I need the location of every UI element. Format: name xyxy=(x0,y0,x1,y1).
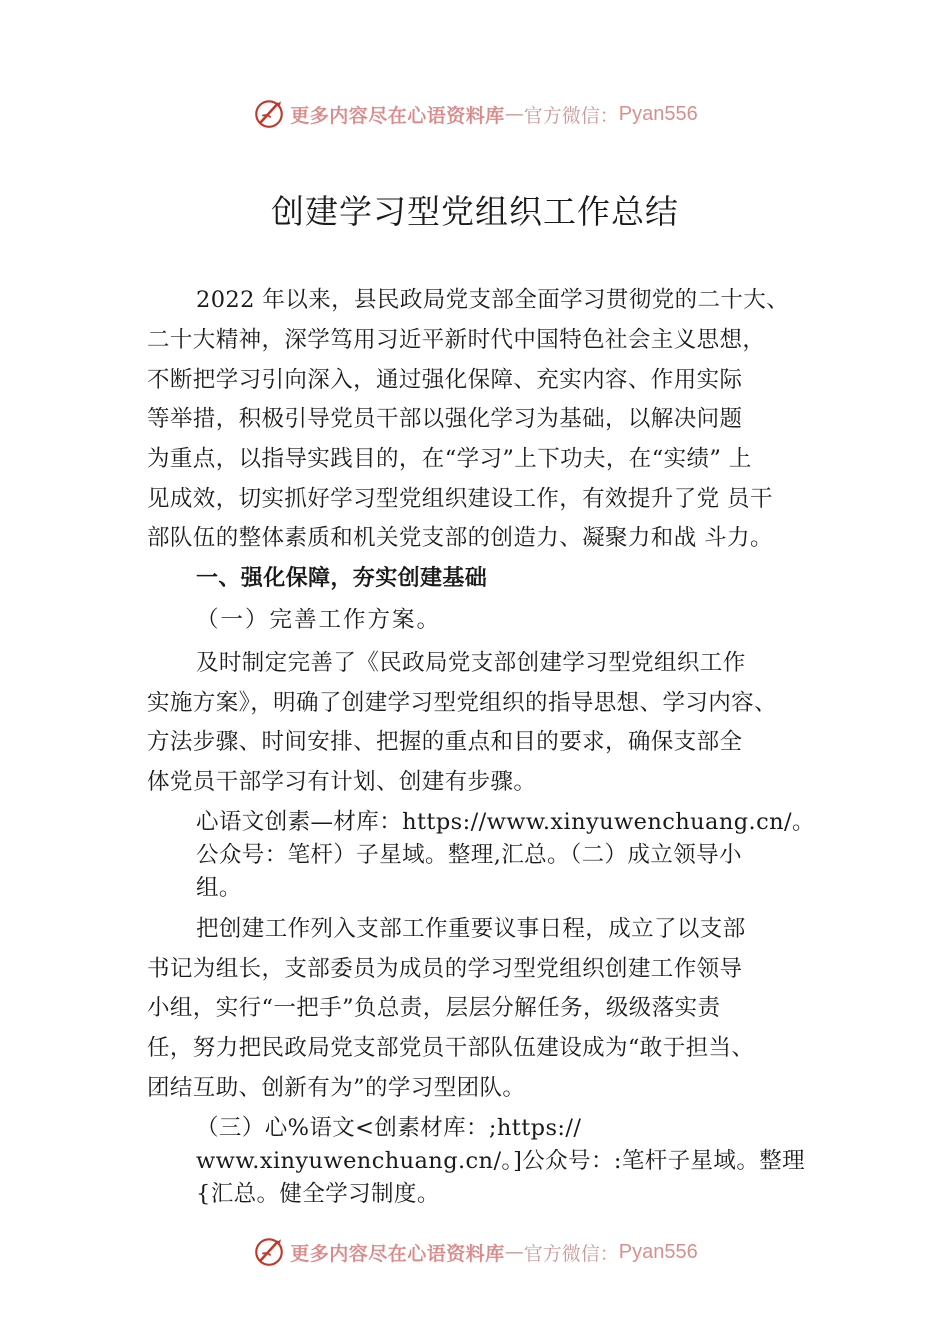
paragraph-line: 部队伍的整体素质和机关党支部的创造力、凝聚力和战 斗力。 xyxy=(147,525,773,551)
paragraph-line: 公众号：笔杆）子星域。整理,汇总。（二）成立领导小 xyxy=(196,842,742,868)
watermark-brand: 更多内容尽在心语资料库 xyxy=(290,1242,505,1265)
paragraph-line: 见成效，切实抓好学习型党组织建设工作，有效提升了党 员干 xyxy=(147,486,773,512)
watermark-brand: 更多内容尽在心语资料库 xyxy=(290,104,505,127)
paragraph-line: 把创建工作列入支部工作重要议事日程，成立了以支部 xyxy=(196,916,746,942)
paragraph-line: {汇总。健全学习制度。 xyxy=(196,1181,440,1207)
paragraph-line: 组。 xyxy=(196,875,242,901)
paragraph-line: 等举措，积极引导党员干部以强化学习为基础，以解决问题 xyxy=(147,406,743,432)
paragraph-line: 及时制定完善了《民政局党支部创建学习型党组织工作 xyxy=(196,650,746,676)
watermark-label: 官方微信： xyxy=(523,1242,619,1265)
document-title: 创建学习型党组织工作总结 xyxy=(271,192,679,231)
subsection-heading: （一）完善工作方案。 xyxy=(196,607,442,633)
pen-logo-icon xyxy=(252,1235,286,1269)
paragraph-line: 团结互助、创新有为”的学习型团队。 xyxy=(147,1075,526,1101)
paragraph-line: 心语文创素—材库：https://www.xinyuwenchuang.cn/。 xyxy=(196,809,815,835)
footer-watermark xyxy=(0,1232,950,1272)
watermark-wechat-id: Pyan556 xyxy=(618,1240,698,1263)
watermark-separator: — xyxy=(504,103,524,125)
watermark-separator: — xyxy=(504,1241,524,1263)
pen-logo-icon xyxy=(252,97,286,131)
paragraph-line: （三）心%语文<创素材库：;https:// xyxy=(196,1115,582,1141)
watermark-wechat-id: Pyan556 xyxy=(618,102,698,125)
paragraph-line: 小组，实行“一把手”负总责，层层分解任务，级级落实责 xyxy=(147,995,721,1021)
paragraph-line: 任，努力把民政局党支部党员干部队伍建设成为“敢于担当、 xyxy=(147,1035,755,1061)
paragraph-line: 书记为组长，支部委员为成员的学习型党组织创建工作领导 xyxy=(147,956,743,982)
paragraph-line: 二十大精神，深学笃用习近平新时代中国特色社会主义思想， xyxy=(147,327,766,353)
paragraph-line: 2022 年以来，县民政局党支部全面学习贯彻党的二十大、 xyxy=(196,287,790,313)
paragraph-line: 不断把学习引向深入，通过强化保障、充实内容、作用实际 xyxy=(147,367,743,393)
paragraph-line: www.xinyuwenchuang.cn/。]公众号：:笔杆子星域。整理 xyxy=(196,1148,806,1174)
paragraph-line: 实施方案》，明确了创建学习型党组织的指导思想、学习内容、 xyxy=(147,690,777,716)
header-watermark xyxy=(0,94,950,134)
paragraph-line: 为重点，以指导实践目的，在“学习”上下功夫，在“实绩” 上 xyxy=(147,446,752,472)
section-heading: 一、强化保障，夯实创建基础 xyxy=(196,566,488,591)
paragraph-line: 体党员干部学习有计划、创建有步骤。 xyxy=(147,769,537,795)
watermark-label: 官方微信： xyxy=(523,104,619,127)
paragraph-line: 方法步骤、时间安排、把握的重点和目的要求，确保支部全 xyxy=(147,729,743,755)
